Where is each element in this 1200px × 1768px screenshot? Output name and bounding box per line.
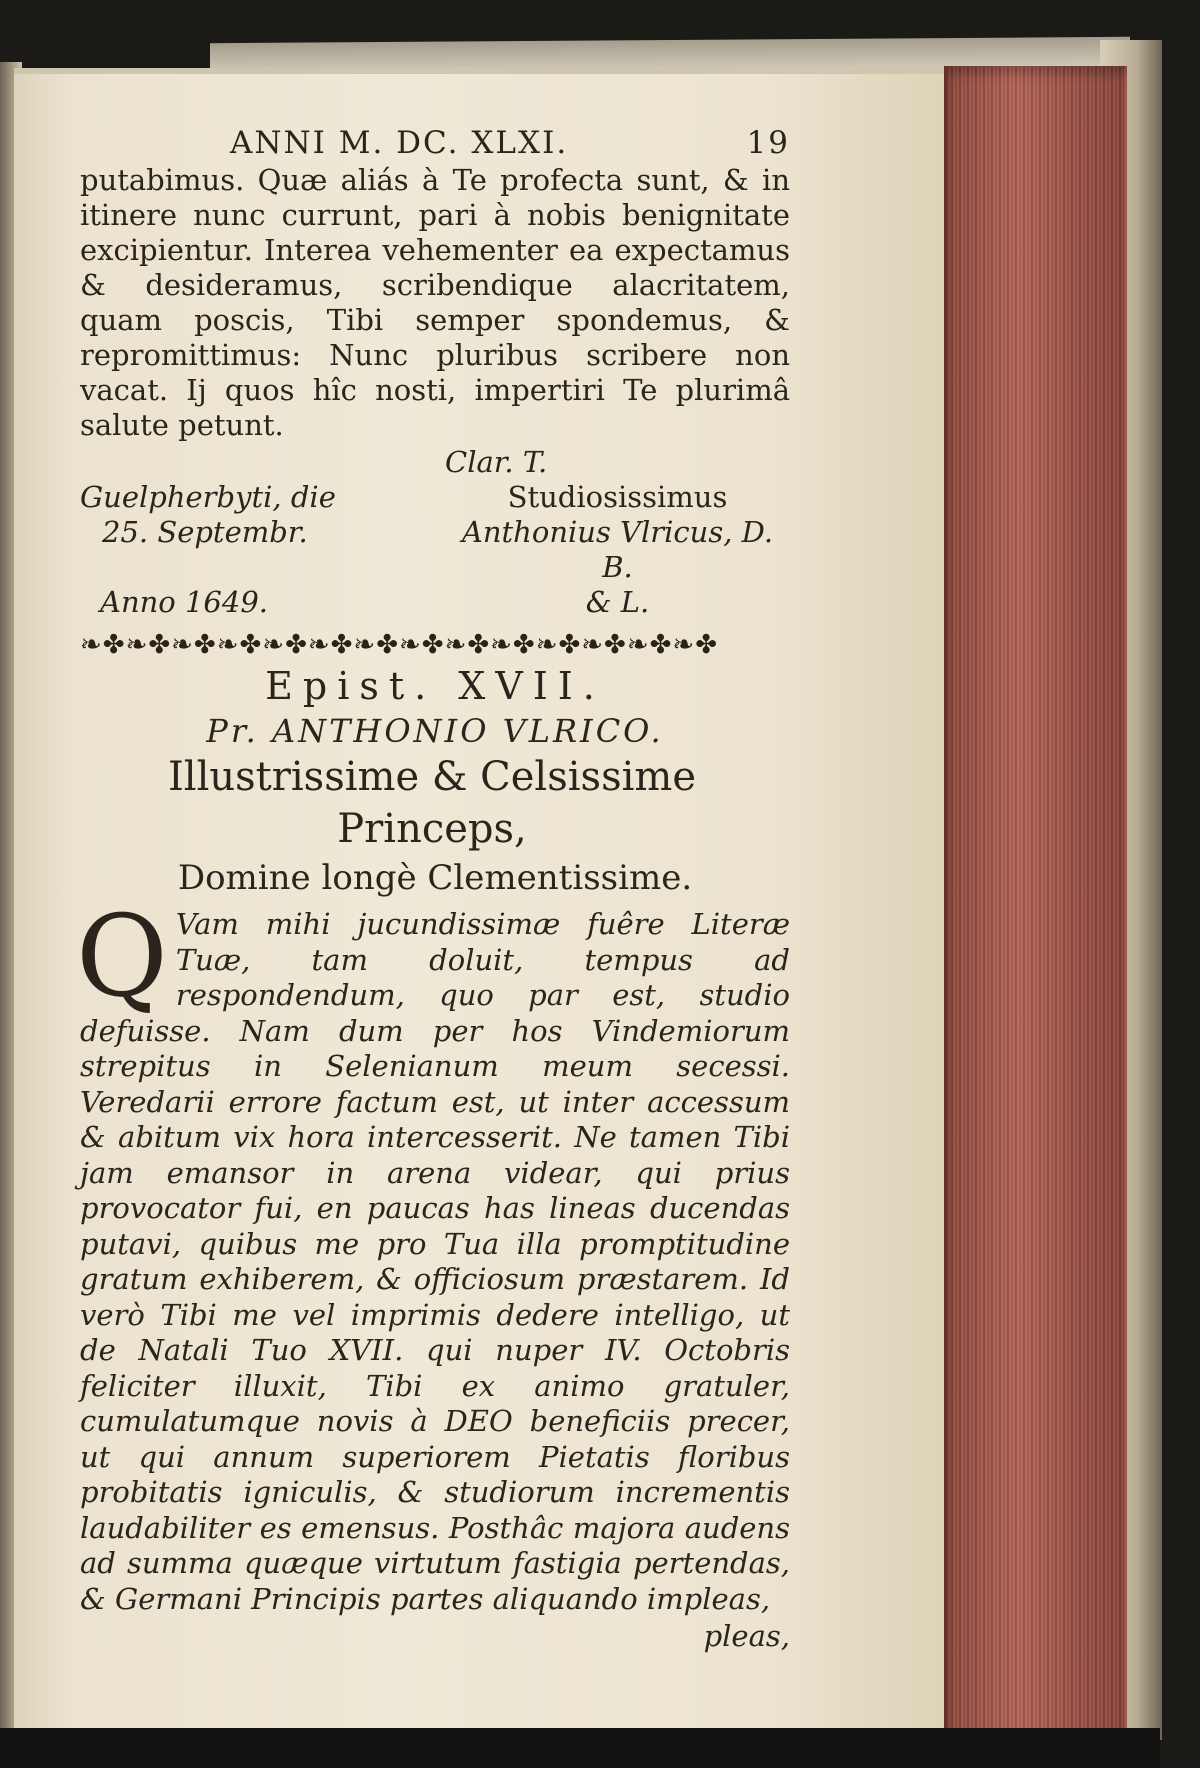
page-number: 19 [746, 125, 790, 161]
running-head-title: ANNI M. DC. XLXI. [230, 125, 569, 161]
running-head [80, 126, 790, 161]
ornament-divider: ❧✤❧✤❧✤❧✤❧✤❧✤❧✤❧✤❧✤❧✤❧✤❧✤❧✤❧✤ [80, 630, 718, 660]
epistle-heading: Epist. XVII. [265, 664, 605, 708]
salutation-line-2: Domine longè Clementissime. [177, 858, 693, 898]
epistle-body [76, 892, 790, 1617]
date-line: 25. Septembr. [102, 515, 308, 549]
studiosissimus-line: Studiosissimus [507, 480, 728, 514]
signer-tail-line: & L. [585, 585, 650, 619]
background-bottom [0, 1728, 1160, 1768]
epistle-recipient: Pr. ANTHONIO VLRICO. [206, 712, 664, 750]
letter-signature-block [80, 445, 790, 620]
signer-line: Anthonius Vlricus, D. B. [461, 515, 774, 584]
catchword: pleas, [703, 1619, 790, 1653]
epistle-body-text: Vam mihi jucundissimæ fuêre Literæ Tuæ, tam doluit, tempus ad respondendum, quo par est, studio defuisse. Nam dum per hos Vindemiorum strepitus in Selenianum meum secessi. Veredarii errore factum est, ut inter accessum & abitum vix hora intercesserit. Ne tamen Tibi jam emansor in arena videar, qui prius provocator fui, en paucas has lineas ducendas putavi, quibus me pro Tua illa promptitudine gratum exhiberem, & officiosum præstarem. Id verò Tibi me vel imprimis dedere intelligo, ut de Natali Tuo XVII. qui nuper IV. Octobris feliciter illuxit, Tibi ex animo gratuler, cumulatumque novis à DEO beneficiis precer, ut qui annum superiorem Pietatis floribus probitatis igniculis, & studiorum incrementis laudabiliter es emensus. Posthâc majora audens ad summa quæque virtutum fastigia pertendas, & Germani Principis partes aliquando impleas, [80, 907, 790, 1616]
year-line: Anno 1649. [100, 585, 268, 619]
clar-line: Clar. T. [445, 445, 548, 479]
drop-cap: Q [76, 892, 168, 1022]
place-line: Guelpherbyti, die [80, 480, 336, 514]
letter-closing-paragraph: putabimus. Quæ aliás à Te profecta sunt, & in itinere nunc currunt, pari à nobis benignitate excipientur. Interea vehementer ea expectamus & desideramus, scribendique alacritatem, quam poscis, Tibi semper spondemus, & repromittimus: Nunc pluribus scribere non vacat. Ij quos hîc nosti, impertiri Te plurimâ salute petunt. [80, 163, 790, 442]
text-block [76, 125, 790, 1654]
fore-edge-shadow [944, 66, 1124, 1732]
salutation-line-1: Illustrissime & Celsissime Princeps, [168, 754, 696, 852]
